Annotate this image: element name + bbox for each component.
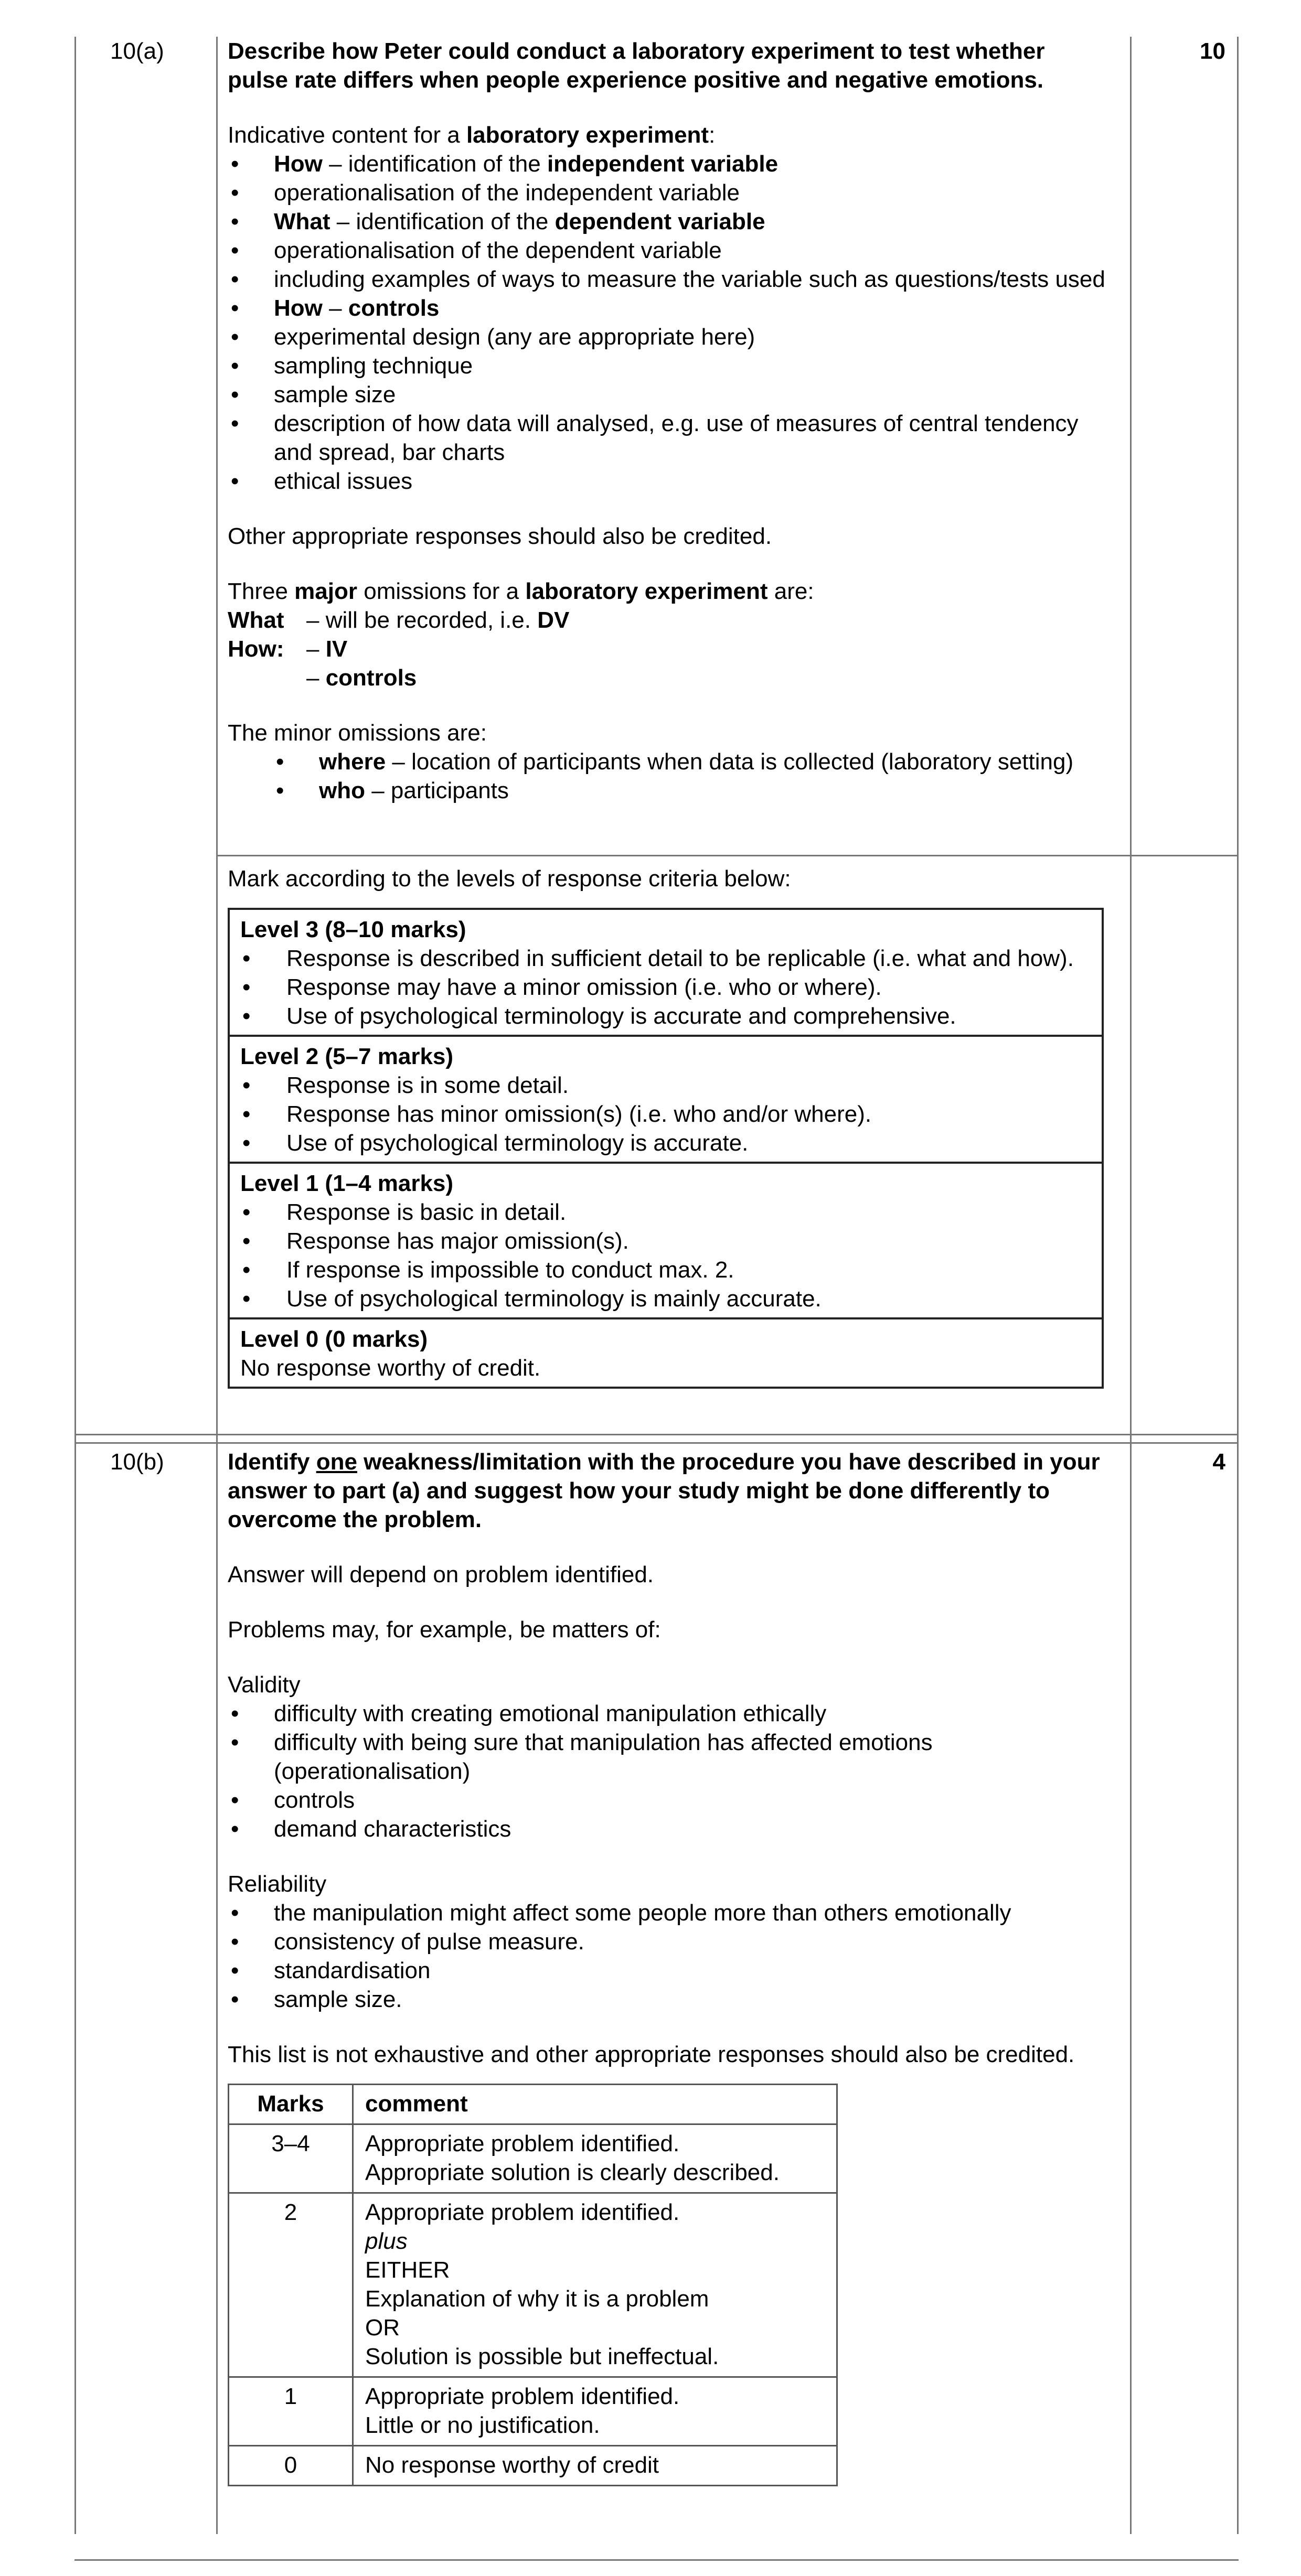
table-row: 3–4 Appropriate problem identified. Appropriate solution is clearly described. — [229, 2124, 837, 2193]
validity-heading: Validity — [228, 1672, 301, 1698]
list-item: • Use of psychological terminology is accurate and comprehensive. — [240, 1002, 1091, 1031]
table-row: 2 Appropriate problem identified. plus EITHER Explanation of why it is a problem OR Solution is possible but ineffectual. — [229, 2193, 837, 2377]
depends-note: Answer will depend on problem identified. — [228, 1562, 654, 1587]
list-item: • who – participants — [228, 776, 1109, 805]
question-10a-text: Describe how Peter could conduct a laboratory experiment to test whether pulse rate differs when people experience positive and negative emotions. — [228, 38, 1045, 93]
level-0-block: Level 0 (0 marks) No response worthy of credit. — [230, 1317, 1102, 1387]
column-header-marks: Marks — [229, 2085, 353, 2124]
minor-omissions-intro: The minor omissions are: — [228, 720, 487, 746]
reliability-heading: Reliability — [228, 1871, 327, 1897]
list-item: • Use of psychological terminology is mainly accurate. — [240, 1284, 1091, 1313]
question-10b-text: Identify one weakness/limitation with the procedure you have described in your answer to part (a) and suggest how your study might be done differently to overcome the problem. — [228, 1449, 1100, 1532]
list-item: • Response has major omission(s). — [240, 1227, 1091, 1255]
column-header-comment: comment — [353, 2085, 837, 2124]
list-item: • sample size. — [228, 1985, 1109, 2014]
table-row: 0 No response worthy of credit — [229, 2446, 837, 2486]
list-item: • including examples of ways to measure the variable such as questions/tests used — [228, 265, 1109, 294]
reliability-list — [228, 1898, 1109, 2014]
levels-table — [228, 908, 1104, 1389]
marks-10b: 4 — [1212, 1449, 1225, 1475]
not-exhaustive-note: This list is not exhaustive and other appropriate responses should also be credited. — [228, 2042, 1075, 2067]
marks-10a: 10 — [1200, 38, 1225, 64]
list-item: • Response is described in sufficient detail to be replicable (i.e. what and how). — [240, 944, 1091, 973]
list-item: • the manipulation might affect some people more than others emotionally — [228, 1898, 1109, 1927]
major-omissions: What – will be recorded, i.e. DV How: – IV – controls — [228, 607, 570, 691]
list-item: • Response has minor omission(s) (i.e. who and/or where). — [240, 1100, 1091, 1129]
list-item: • standardisation — [228, 1956, 1109, 1985]
question-number-10b: 10(b) — [110, 1449, 164, 1475]
problems-intro: Problems may, for example, be matters of: — [228, 1617, 661, 1643]
question-10a-content — [228, 37, 1109, 805]
table-left-border — [74, 37, 76, 2534]
list-item: • Response is basic in detail. — [240, 1198, 1091, 1227]
row-divider-10b-bottom — [74, 1442, 1239, 1444]
list-item: • How – identification of the independent variable — [228, 149, 1109, 178]
list-item: • sampling technique — [228, 351, 1109, 380]
mark-according-text: Mark according to the levels of response criteria below: — [228, 866, 791, 892]
levels-section — [228, 864, 1109, 1389]
list-item: • sample size — [228, 380, 1109, 409]
list-item: • where – location of participants when data is collected (laboratory setting) — [228, 747, 1109, 776]
question-number-10a: 10(a) — [110, 38, 164, 64]
row-divider-guidance — [216, 855, 1237, 856]
indicative-intro: Indicative content for a laboratory experiment: — [228, 122, 716, 148]
list-item: • ethical issues — [228, 467, 1109, 496]
major-omissions-intro: Three major omissions for a laboratory experiment are: — [228, 578, 814, 604]
marks-table — [228, 2084, 838, 2486]
list-item: • experimental design (any are appropriate here) — [228, 323, 1109, 351]
minor-omissions-list — [228, 747, 1109, 805]
column-divider-question — [216, 37, 218, 2534]
list-item: • What – identification of the dependent variable — [228, 207, 1109, 236]
list-item: • Use of psychological terminology is accurate. — [240, 1129, 1091, 1157]
table-right-border — [1237, 37, 1239, 2534]
list-item: • consistency of pulse measure. — [228, 1927, 1109, 1956]
list-item: • operationalisation of the independent variable — [228, 178, 1109, 207]
table-row: 1 Appropriate problem identified. Little or no justification. — [229, 2377, 837, 2446]
list-item: • difficulty with being sure that manipulation has affected emotions (operationalisation) — [228, 1728, 1109, 1786]
list-item: • How – controls — [228, 294, 1109, 323]
list-item: • controls — [228, 1786, 1109, 1815]
level-2-block: Level 2 (5–7 marks) • Response is in some detail. • Response has minor omission(s) (i.e. who and/or where). • Use of psychological terminology is accurate. — [230, 1035, 1102, 1162]
table-bottom-border — [74, 2559, 1239, 2561]
column-divider-marks — [1130, 37, 1132, 2534]
list-item: • difficulty with creating emotional manipulation ethically — [228, 1699, 1109, 1728]
list-item: • description of how data will analysed, e.g. use of measures of central tendency and spread, bar charts — [228, 409, 1109, 467]
row-divider-10b-top — [74, 1434, 1239, 1435]
list-item: • Response may have a minor omission (i.e. who or where). — [240, 973, 1091, 1002]
level-3-block: Level 3 (8–10 marks) • Response is described in sufficient detail to be replicable (i.e. what and how). • Response may have a minor omission (i.e. who or where). • Use of psychological terminology is accurate and comprehensive. — [230, 910, 1102, 1035]
validity-list — [228, 1699, 1109, 1843]
other-responses-note: Other appropriate responses should also be credited. — [228, 523, 772, 549]
list-item: • demand characteristics — [228, 1815, 1109, 1843]
list-item: • operationalisation of the dependent variable — [228, 236, 1109, 265]
indicative-list — [228, 149, 1109, 496]
question-10b-content — [228, 1447, 1109, 2486]
list-item: • If response is impossible to conduct max. 2. — [240, 1255, 1091, 1284]
list-item: • Response is in some detail. — [240, 1071, 1091, 1100]
table-header-row — [229, 2085, 837, 2124]
level-1-block: Level 1 (1–4 marks) • Response is basic in detail. • Response has major omission(s). • If response is impossible to conduct max. 2. • Use of psychological terminology is mainly accurate. — [230, 1162, 1102, 1317]
